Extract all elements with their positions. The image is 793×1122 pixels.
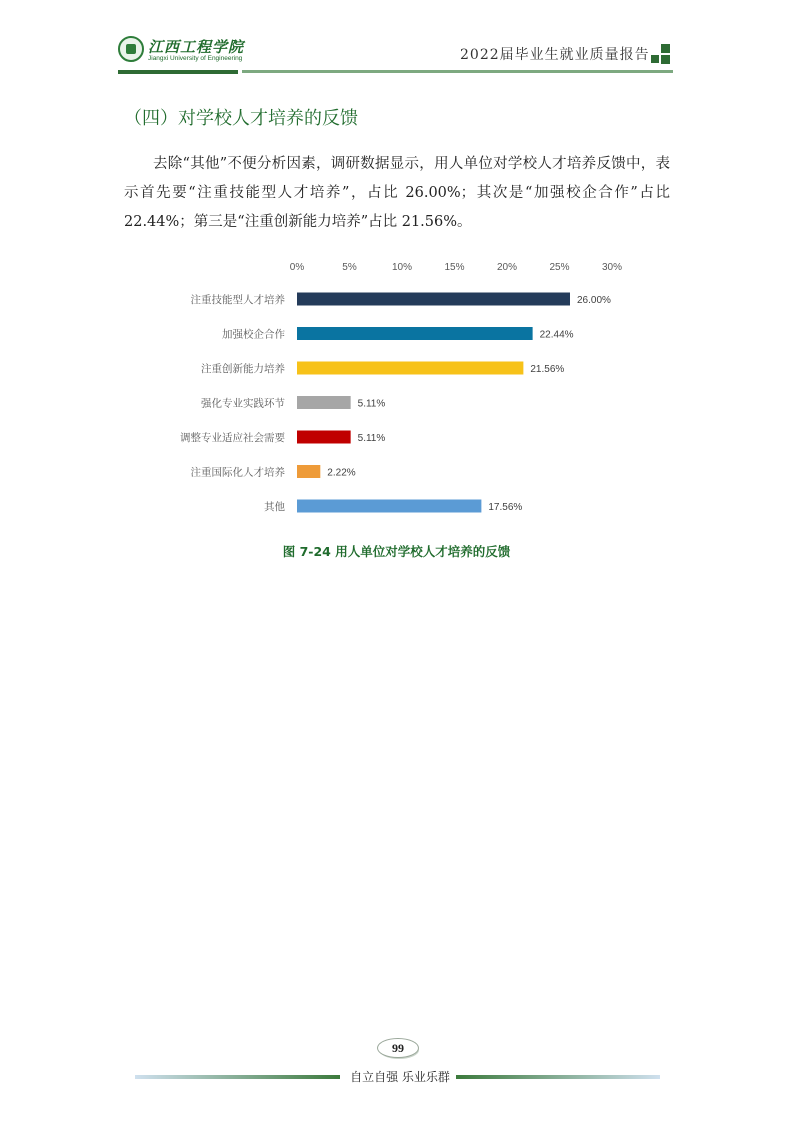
data-label: 2.22% bbox=[327, 467, 356, 479]
footer-rule-left bbox=[135, 1075, 340, 1079]
bar bbox=[297, 465, 320, 478]
university-emblem-icon bbox=[118, 36, 144, 62]
data-label: 5.11% bbox=[357, 433, 386, 444]
section-title: （四）对学校人才培养的反馈 bbox=[124, 108, 358, 129]
x-tick-label: 25% bbox=[549, 262, 570, 273]
header-rule-dark bbox=[118, 70, 238, 74]
bar bbox=[297, 362, 523, 375]
x-tick-label: 10% bbox=[391, 262, 413, 273]
university-logo bbox=[118, 36, 245, 66]
data-label: 22.44% bbox=[539, 329, 574, 341]
category-label: 其他 bbox=[264, 501, 285, 513]
section-paragraph: 去除“其他”不便分析因素，调研数据显示，用人单位对学校人才培养反馈中，表示首先要“注重技能型人才培养”，占比 26.00%；其次是“加强校企合作”占比 22.44%；第三是“注重创新能力培养”占比 21.56%。 bbox=[124, 156, 670, 230]
bar bbox=[297, 293, 570, 306]
data-label: 5.11% bbox=[357, 398, 386, 410]
report-title: 2022届毕业生就业质量报告 bbox=[460, 47, 650, 63]
header-square-icon bbox=[661, 44, 670, 53]
footer-motto: 自立自强 乐业乐群 bbox=[350, 1070, 450, 1084]
logo-english-name: Jiangxi University of Engineering bbox=[148, 55, 243, 62]
bar bbox=[297, 431, 351, 444]
header-rule-light bbox=[242, 70, 673, 73]
category-label: 加强校企合作 bbox=[222, 328, 285, 341]
x-tick-label: 5% bbox=[342, 262, 357, 273]
x-tick-label: 30% bbox=[601, 262, 623, 273]
header-square-icon bbox=[661, 55, 670, 64]
category-label: 调整专业适应社会需要 bbox=[180, 432, 285, 444]
x-tick-label: 20% bbox=[496, 262, 518, 273]
figure-caption: 图 7-24 用人单位对学校人才培养的反馈 bbox=[282, 544, 511, 559]
data-label: 21.56% bbox=[530, 364, 565, 375]
feedback-bar-chart bbox=[160, 255, 640, 535]
bar bbox=[297, 396, 351, 409]
footer-rule-right bbox=[456, 1075, 660, 1079]
bar bbox=[297, 327, 533, 340]
data-label: 26.00% bbox=[577, 295, 611, 306]
bar bbox=[297, 500, 481, 513]
header-square-icon bbox=[651, 55, 659, 63]
data-label: 17.56% bbox=[488, 502, 523, 513]
page-number: 99 bbox=[377, 1038, 419, 1058]
category-label: 注重国际化人才培养 bbox=[190, 466, 285, 479]
chart-svg bbox=[160, 255, 640, 535]
logo-chinese-name: 江西工程学院 bbox=[148, 38, 245, 56]
x-tick-label: 0% bbox=[289, 262, 305, 273]
category-label: 强化专业实践环节 bbox=[201, 397, 285, 410]
category-label: 注重技能型人才培养 bbox=[190, 294, 285, 306]
x-tick-label: 15% bbox=[444, 262, 465, 273]
category-label: 注重创新能力培养 bbox=[201, 363, 285, 375]
page-header bbox=[0, 0, 793, 80]
